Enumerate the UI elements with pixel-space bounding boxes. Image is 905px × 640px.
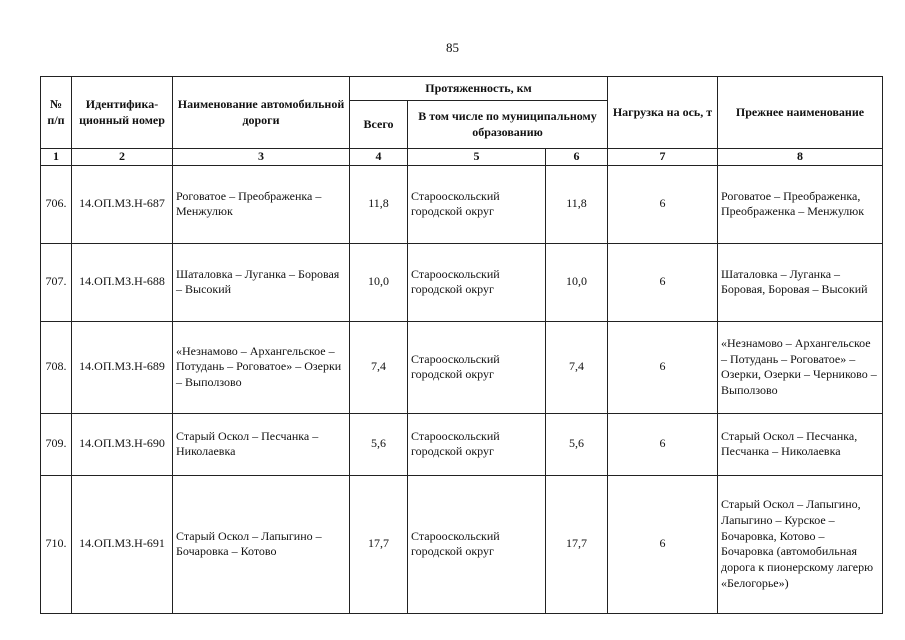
row-municipal-length: 7,4: [546, 321, 608, 413]
table-row: [41, 413, 883, 475]
column-number: 8: [718, 149, 883, 166]
column-number: 2: [72, 149, 173, 166]
row-axle-load: 6: [608, 165, 718, 243]
header-previous-name: Прежнее наименование: [718, 77, 883, 149]
column-number: 5: [408, 149, 546, 166]
row-axle-load: 6: [608, 243, 718, 321]
table-row: [41, 321, 883, 413]
row-municipality: Старооскольский городской округ: [408, 243, 546, 321]
column-number: 3: [173, 149, 350, 166]
row-municipal-length: 17,7: [546, 475, 608, 613]
header-road-name: Наименование автомобильной дороги: [173, 77, 350, 149]
column-number: 6: [546, 149, 608, 166]
row-previous-name: Старый Оскол – Лапыгино, Лапыгино – Курское – Бочаровка, Котово – Бочаровка (автомобильная дорога к пионерскому лагерю «Белогорье»): [718, 475, 883, 613]
row-total-length: 17,7: [350, 475, 408, 613]
row-total-length: 11,8: [350, 165, 408, 243]
row-num: 706.: [41, 165, 72, 243]
roads-table: [40, 76, 883, 614]
column-number-row: [41, 149, 883, 166]
row-road-name: «Незнамово – Архангельское – Потудань – Роговатое» – Озерки – Выползово: [173, 321, 350, 413]
column-number: 7: [608, 149, 718, 166]
table-row: [41, 165, 883, 243]
column-number: 1: [41, 149, 72, 166]
header-total: Всего: [350, 101, 408, 149]
row-id: 14.ОП.МЗ.Н-689: [72, 321, 173, 413]
column-number: 4: [350, 149, 408, 166]
row-previous-name: «Незнамово – Архангельское – Потудань – Роговатое» – Озерки, Озерки – Черниково – Выползово: [718, 321, 883, 413]
row-municipality: Старооскольский городской округ: [408, 475, 546, 613]
header-num: № п/п: [41, 77, 72, 149]
row-road-name: Роговатое – Преображенка – Менжулюк: [173, 165, 350, 243]
row-id: 14.ОП.МЗ.Н-691: [72, 475, 173, 613]
row-road-name: Шаталовка – Луганка – Боровая – Высокий: [173, 243, 350, 321]
header-municipal: В том числе по муниципальному образованию: [408, 101, 608, 149]
row-municipality: Старооскольский городской округ: [408, 413, 546, 475]
row-road-name: Старый Оскол – Песчанка – Николаевка: [173, 413, 350, 475]
row-axle-load: 6: [608, 321, 718, 413]
row-municipality: Старооскольский городской округ: [408, 165, 546, 243]
row-total-length: 5,6: [350, 413, 408, 475]
row-municipal-length: 11,8: [546, 165, 608, 243]
row-num: 710.: [41, 475, 72, 613]
page-number: 85: [446, 40, 459, 55]
header-id: Идентифика-ционный номер: [72, 77, 173, 149]
row-municipal-length: 5,6: [546, 413, 608, 475]
row-id: 14.ОП.МЗ.Н-687: [72, 165, 173, 243]
header-row-top: [41, 77, 883, 101]
table-row: [41, 475, 883, 613]
row-total-length: 7,4: [350, 321, 408, 413]
header-axle-load: Нагрузка на ось, т: [608, 77, 718, 149]
row-previous-name: Роговатое – Преображенка, Преображенка – Менжулюк: [718, 165, 883, 243]
row-num: 707.: [41, 243, 72, 321]
row-municipality: Старооскольский городской округ: [408, 321, 546, 413]
row-axle-load: 6: [608, 475, 718, 613]
table-row: [41, 243, 883, 321]
row-previous-name: Шаталовка – Луганка – Боровая, Боровая – Высокий: [718, 243, 883, 321]
header-length-group: Протяженность, км: [350, 77, 608, 101]
row-municipal-length: 10,0: [546, 243, 608, 321]
row-num: 709.: [41, 413, 72, 475]
row-road-name: Старый Оскол – Лапыгино – Бочаровка – Котово: [173, 475, 350, 613]
row-previous-name: Старый Оскол – Песчанка, Песчанка – Николаевка: [718, 413, 883, 475]
row-num: 708.: [41, 321, 72, 413]
row-axle-load: 6: [608, 413, 718, 475]
row-id: 14.ОП.МЗ.Н-688: [72, 243, 173, 321]
row-id: 14.ОП.МЗ.Н-690: [72, 413, 173, 475]
row-total-length: 10,0: [350, 243, 408, 321]
